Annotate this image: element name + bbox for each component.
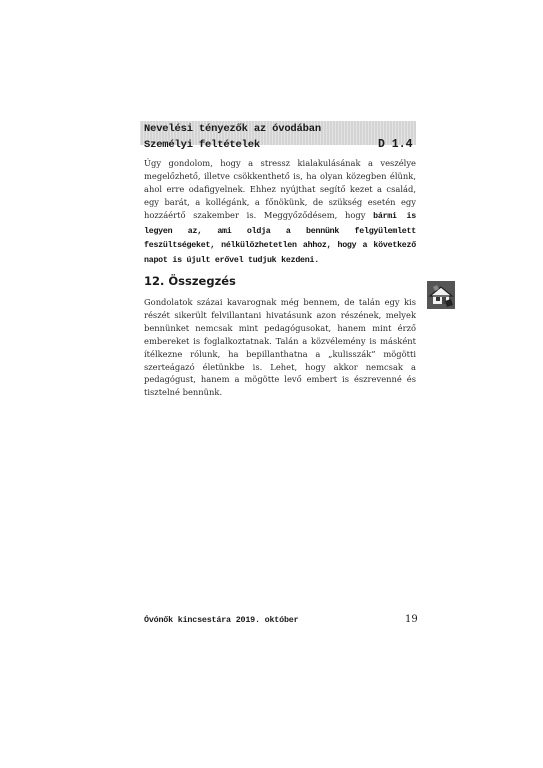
paragraph-summary: Gondolatok százai kavarognak még bennem, de talán egy kis részét sikerült felvillantani hivatásunk azon részének, melyek bennünket nemcsak mint pedagógusokat, hanem mint érző embereket is foglalkoztatnak. Talán a közvélemény is másként ítélkezne rólunk, ha bepillanthatna a „kulisszák” mögötti szerteágazó életünkbe is. Lehet, hogy akkor nemcsak a pedagógust, hanem a mögötte levő embert is észrevenné és tisztelné bennünk. [144, 297, 416, 398]
paragraph-stress-emphasis: bármi is legyen az, ami oldja a bennünk felgyülemlett feszültségeket, nélkülözhetetlen ahhoz, hogy a következő napot is újult erővel tudjuk kezdeni. [144, 211, 416, 266]
chapter-title: Nevelési tényezők az óvodában [144, 123, 321, 135]
paragraph-stress [144, 157, 416, 268]
footer-publication: Óvónők kincsestára 2019. október [144, 615, 299, 625]
page-number: 19 [405, 614, 418, 625]
section-code: D 1.4 [378, 138, 413, 151]
house-photo-icon [427, 281, 455, 309]
summary-heading: 12. Összegzés [144, 274, 236, 288]
paragraph-stress-text: Úgy gondolom, hogy a stressz kialakulásának a veszélye megelőzhető, illetve csökkenthető is, ha olyan közegben élünk, ahol erre odafigyelnek. Ehhez nyújthat segítő kezet a család, egy barát, a kollégánk, a főnökünk, de szükség esetén egy hozzáértő szakember is. Meggyőződésem, hogy [144, 158, 416, 220]
section-subtitle: Személyi feltételek [144, 139, 260, 151]
